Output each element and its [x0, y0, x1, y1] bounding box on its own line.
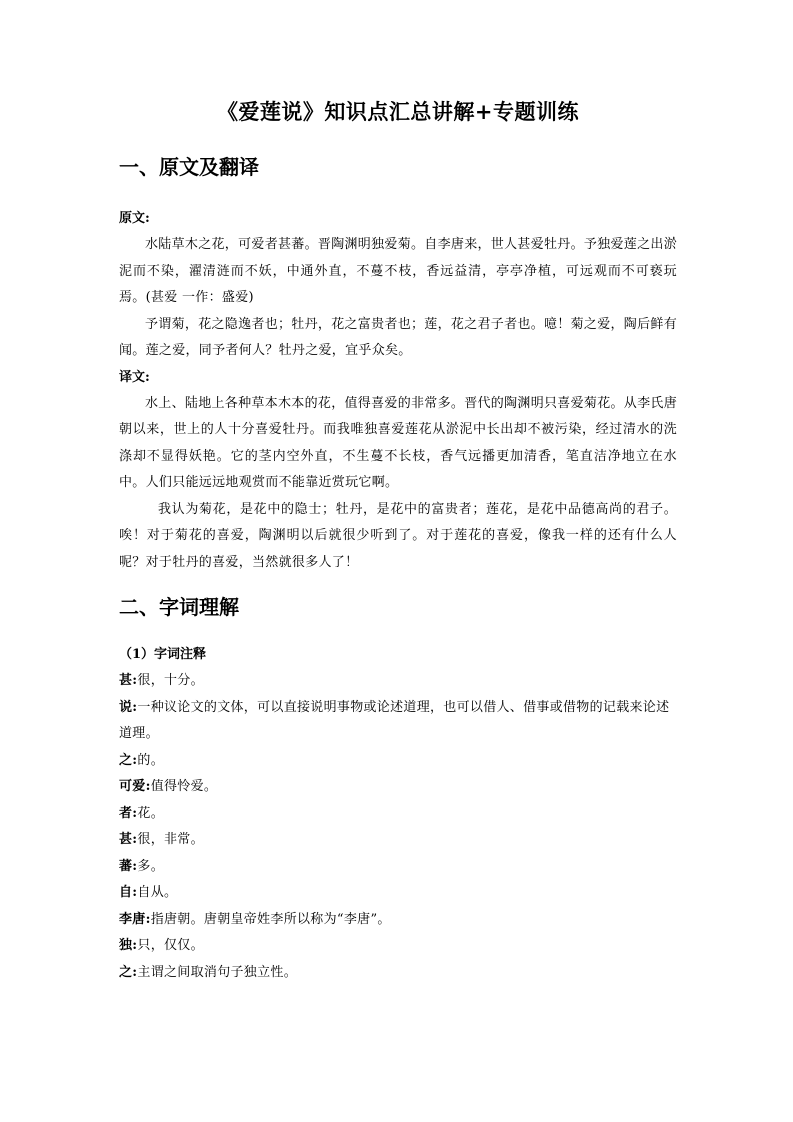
term-entry	[119, 960, 677, 987]
term-entry	[119, 907, 677, 934]
original-label: 原文:	[119, 211, 150, 226]
translation-label: 译文:	[119, 369, 150, 385]
section-heading-vocabulary: 二、字词理解	[119, 595, 239, 619]
term-entry	[119, 668, 677, 695]
term-entry	[119, 933, 677, 960]
term-meaning: 多。	[137, 858, 165, 874]
term-word: 蕃:	[119, 858, 138, 874]
document-page	[119, 92, 677, 986]
term-word: 李唐:	[119, 911, 151, 927]
term-meaning: 只，仅仅。	[137, 938, 204, 953]
term-entry	[119, 880, 677, 907]
term-entry	[119, 695, 677, 748]
term-word: 之:	[119, 964, 138, 980]
term-entry	[119, 748, 677, 775]
original-paragraph: 予谓菊，花之隐逸者也；牡丹，花之富贵者也；莲，花之君子者也。噫！菊之爱，陶后鲜有闻。莲之爱，同予者何人？牡丹之爱，宜乎众矣。	[119, 316, 678, 358]
subsection-heading: （1）字词注释	[119, 647, 207, 662]
document-title: 《爱莲说》知识点汇总讲解+专题训练	[216, 99, 580, 124]
term-word: 独:	[119, 938, 138, 953]
term-entry	[119, 774, 677, 801]
term-meaning: 主谓之间取消句子独立性。	[137, 964, 298, 980]
term-meaning: 自从。	[137, 885, 178, 900]
term-word: 可爱:	[119, 779, 151, 794]
term-meaning: 指唐朝。唐朝皇帝姓李所以称为“李唐”。	[150, 911, 391, 927]
term-entry	[119, 854, 677, 881]
term-meaning: 很，十分。	[137, 673, 204, 688]
term-word: 自:	[119, 885, 138, 900]
term-meaning: 很，非常。	[137, 832, 204, 847]
term-meaning: 的。	[137, 752, 165, 768]
term-meaning: 值得怜爱。	[150, 779, 218, 794]
term-word: 者:	[119, 805, 138, 821]
term-word: 甚:	[119, 673, 138, 688]
original-paragraph: 水陆草木之花，可爱者甚蕃。晋陶渊明独爱菊。自李唐来，世人甚爱牡丹。予独爱莲之出淤泥而不染，濯清涟而不妖，中通外直，不蔓不枝，香远益清，亭亭净植，可远观而不可亵玩焉。(甚爱 一作：盛爱)	[119, 237, 678, 305]
term-word: 说:	[119, 699, 138, 715]
term-word: 甚:	[119, 832, 138, 847]
term-word: 之:	[119, 752, 138, 768]
section-heading-original: 一、原文及翻译	[119, 155, 259, 179]
term-meaning: 花。	[137, 805, 165, 821]
translation-paragraph: 水上、陆地上各种草本木本的花，值得喜爱的非常多。晋代的陶渊明只喜爱菊花。从李氏唐朝以来，世上的人十分喜爱牡丹。而我唯独喜爱莲花从淤泥中长出却不被污染，经过清水的洗涤却不显得妖艳。它的茎内空外直，不生蔓不长枝，香气远播更加清香，笔直洁净地立在水中。人们只能远远地观赏而不能靠近赏玩它啊。	[119, 395, 678, 490]
term-meaning: 一种议论文的文体，可以直接说明事物或论述道理，也可以借人、借事或借物的记载来论述道理。	[119, 699, 670, 741]
translation-paragraph: 我认为菊花，是花中的隐士；牡丹，是花中的富贵者；莲花，是花中品德高尚的君子。唉！对于菊花的喜爱，陶渊明以后就很少听到了。对于莲花的喜爱，像我一样的还有什么人呢？对于牡丹的喜爱，当然就很多人了！	[119, 501, 677, 570]
term-entry	[119, 801, 677, 828]
term-entry	[119, 827, 677, 854]
